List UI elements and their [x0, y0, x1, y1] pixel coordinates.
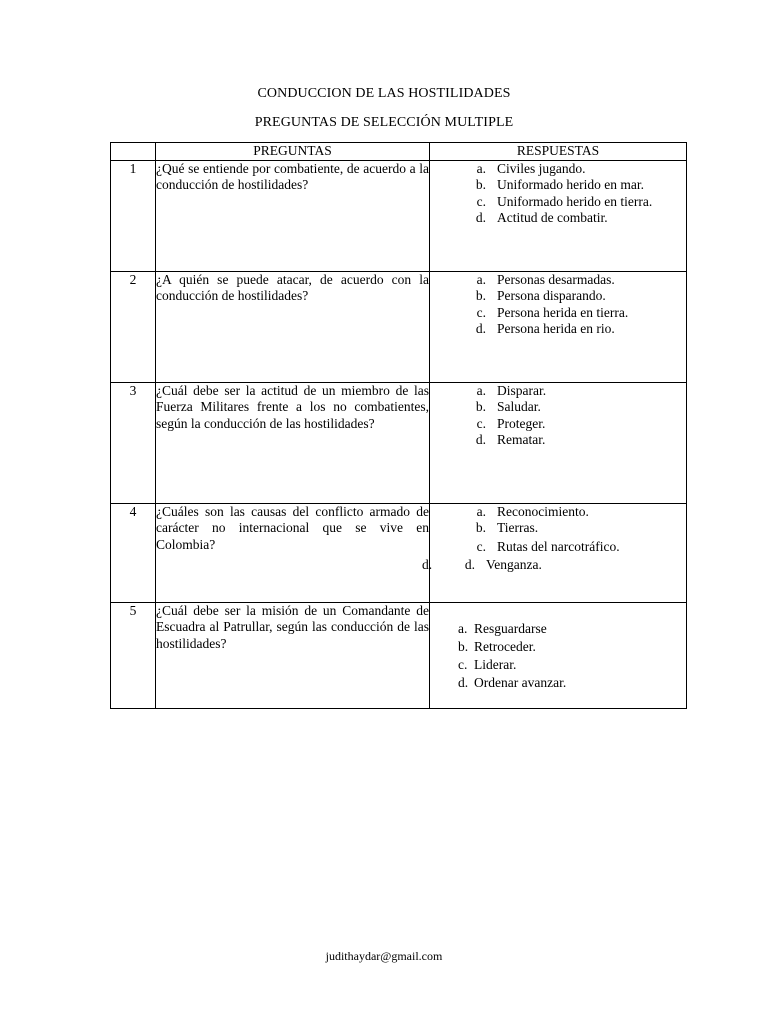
- header-questions: PREGUNTAS: [156, 143, 430, 161]
- answer-list: [430, 383, 686, 449]
- question-text: ¿Cuál debe ser la actitud de un miembro de las Fuerza Militares frente a los no combatientes, según la conducción de las hostilidades?: [156, 382, 430, 503]
- footer-email: judithaydar@gmail.com: [325, 949, 443, 963]
- stray-list-marker: d.: [422, 556, 433, 572]
- document-subtitle: PREGUNTAS DE SELECCIÓN MULTIPLE: [254, 115, 514, 130]
- question-number: 4: [111, 503, 156, 602]
- header-number-cell: [111, 143, 156, 161]
- answer-option: b. Uniformado herido en mar.: [475, 177, 644, 192]
- question-text: ¿Qué se entiende por combatiente, de acuerdo a la conducción de hostilidades?: [156, 160, 430, 271]
- answer-option: b. Persona disparando.: [475, 288, 606, 303]
- answer-option: b. Tierras.: [475, 520, 539, 535]
- questions-table: [110, 142, 687, 709]
- answer-cell: [430, 382, 687, 503]
- question-text: ¿Cuáles son las causas del conflicto armado de carácter no internacional que se vive en Colombia?: [156, 503, 430, 602]
- answer-list: [430, 620, 686, 692]
- answer-option: a. Reconocimiento.: [476, 503, 589, 519]
- question-text: ¿A quién se puede atacar, de acuerdo con la conducción de hostilidades?: [156, 271, 430, 382]
- table-row: [111, 602, 687, 708]
- table-row: [111, 271, 687, 382]
- table-row: [111, 160, 687, 271]
- question-number: 1: [111, 160, 156, 271]
- answer-option: d. Actitud de combatir.: [475, 210, 608, 225]
- question-number: 2: [111, 271, 156, 382]
- answer-option: c. Liderar.: [458, 656, 517, 672]
- answer-list: [430, 272, 686, 338]
- table-row: [111, 382, 687, 503]
- answer-cell: [430, 160, 687, 271]
- answer-option: a. Resguardarse: [458, 620, 547, 636]
- header-answers: RESPUESTAS: [430, 143, 687, 161]
- answer-option: c. Uniformado herido en tierra.: [476, 193, 653, 209]
- question-number: 5: [111, 602, 156, 708]
- answer-option: c. Proteger.: [476, 415, 546, 431]
- question-number: 3: [111, 382, 156, 503]
- answer-cell: [422, 503, 687, 602]
- answer-cell: [430, 271, 687, 382]
- answer-option: a. Civiles jugando.: [476, 160, 586, 176]
- answer-option: b. Saludar.: [475, 399, 541, 414]
- question-text: ¿Cuál debe ser la misión de un Comandante de Escuadra al Patrullar, según las conducción de las hostilidades?: [156, 602, 430, 708]
- answer-option: d. Ordenar avanzar.: [458, 674, 567, 690]
- answer-option: d. Persona herida en rio.: [475, 321, 615, 336]
- answer-option: d. Rematar.: [475, 432, 546, 447]
- table-header-row: [111, 143, 687, 161]
- answer-list: [430, 161, 686, 227]
- answer-cell: [430, 602, 687, 708]
- answer-list: [430, 504, 686, 574]
- answer-option: a. Disparar.: [476, 382, 547, 398]
- answer-option: d. Venganza.: [464, 557, 542, 572]
- answer-option: a. Personas desarmadas.: [476, 271, 615, 287]
- table-row: [111, 503, 687, 602]
- answer-option: c. Persona herida en tierra.: [476, 304, 629, 320]
- answer-option: b. Retroceder.: [458, 638, 536, 654]
- answer-option: c. Rutas del narcotráfico.: [476, 538, 620, 554]
- document-title: CONDUCCION DE LAS HOSTILIDADES: [257, 86, 511, 101]
